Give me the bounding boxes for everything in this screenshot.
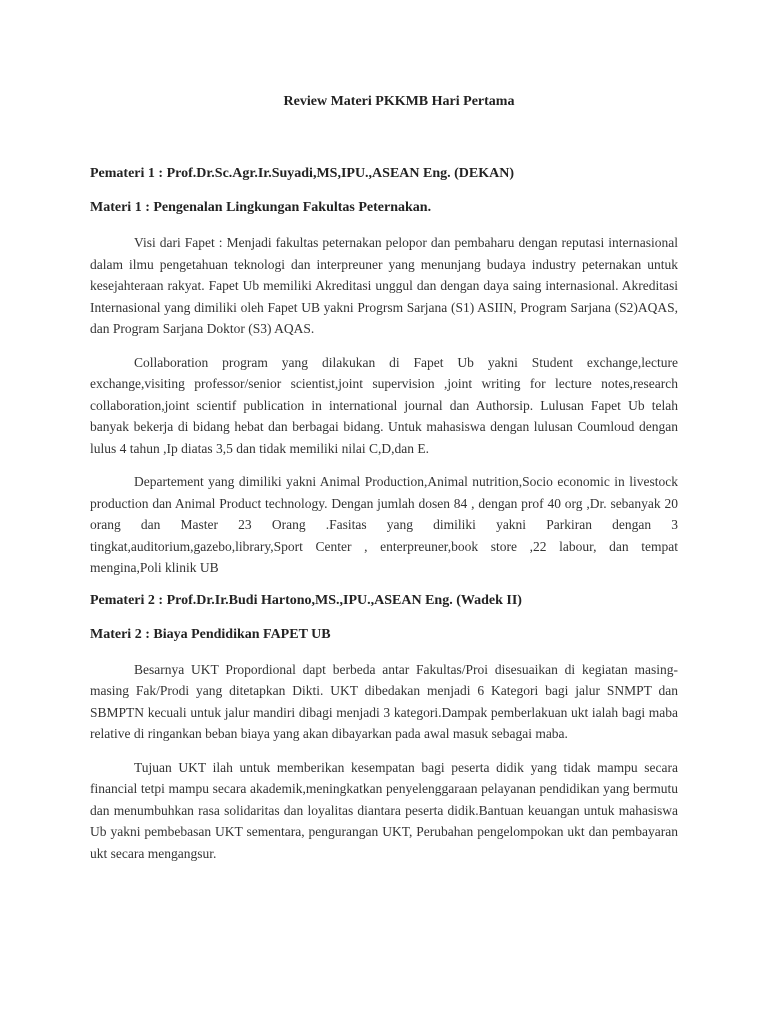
section1-speaker: Pemateri 1 : Prof.Dr.Sc.Agr.Ir.Suyadi,MS,IPU.,ASEAN Eng. (DEKAN) — [90, 166, 515, 181]
section2-paragraph-2: Tujuan UKT ilah untuk memberikan kesempatan bagi peserta didik yang tidak mampu secara financial tetpi mampu secara akademik,meningkatkan penyelenggaraan pelayanan pendidikan yang bermutu dan menumbuhkan rasa solidaritas dan loyalitas diantara peserta didik.Bantuan keuangan untuk mahasiswa Ub yakni pembebasan UKT sementara, pengurangan UKT, Perubahan pengelompokan ukt dan pembayaran ukt secara mengangsur. — [90, 759, 678, 861]
document-title: Review Materi PKKMB Hari Pertama — [283, 94, 515, 109]
section2-speaker: Pemateri 2 : Prof.Dr.Ir.Budi Hartono,MS.,IPU.,ASEAN Eng. (Wadek II) — [90, 592, 522, 608]
section1-paragraph-1: Visi dari Fapet : Menjadi fakultas peternakan pelopor dan pembaharu dengan reputasi internasional dalam ilmu pengetahuan teknologi dan interpreuner yang menunjang budaya industry peternakan untuk kesejahteraan rakyat. Fapet Ub memiliki Akreditasi unggul dan dengan daya saing internasional. Akreditasi Internasional yang dimiliki oleh Fapet UB yakni Progrsm Sarjana (S1) ASIIN, Program Sarjana (S2)AQAS, dan Program Sarjana Doktor (S3) AQAS. — [90, 235, 678, 336]
section1-paragraph-3: Departement yang dimiliki yakni Animal Production,Animal nutrition,Socio economic in livestock production dan Animal Product technology. Dengan jumlah dosen 84 , dengan prof 40 org ,Dr. sebanyak 20 orang dan Master 23 Orang .Fasitas yang dimiliki yakni Parkiran dengan 3 tingkat,auditorium,gazebo,library,Sport Center , enterpreuner,book store ,22 labour, dan tempat mengina,Poli klinik UB — [90, 474, 678, 575]
section2-topic: Materi 2 : Biaya Pendidikan FAPET UB — [90, 626, 331, 642]
section1-paragraph-2: Collaboration program yang dilakukan di Fapet Ub yakni Student exchange,lecture exchange,visiting professor/senior scientist,joint supervision ,joint writing for lecture notes,research collaboration,joint scientif publication in international journal dan Authorsip. Lulusan Fapet Ub telah banyak bekerja di bidang hebat dan berbagai bidang. Untuk mahasiswa dengan lulusan Coumloud dengan lulus 4 tahun ,Ip diatas 3,5 dan tidak memiliki nilai C,D,dan E. — [90, 354, 678, 456]
section2-paragraph-1: Besarnya UKT Propordional dapt berbeda antar Fakultas/Proi disesuaikan di kegiatan masing-masing Fak/Prodi yang ditetapkan Dikti. UKT dibedakan menjadi 6 Kategori bagi jalur SNMPT dan SBMPTN kecuali untuk jalur mandiri dibagi menjadi 3 kategori.Dampak pemberlakuan ukt ialah bagi maba relative di ringankan beban biaya yang akan dibayarkan pada awal masuk sebagai maba. — [90, 661, 678, 741]
section1-topic: Materi 1 : Pengenalan Lingkungan Fakultas Peternakan. — [90, 200, 432, 215]
